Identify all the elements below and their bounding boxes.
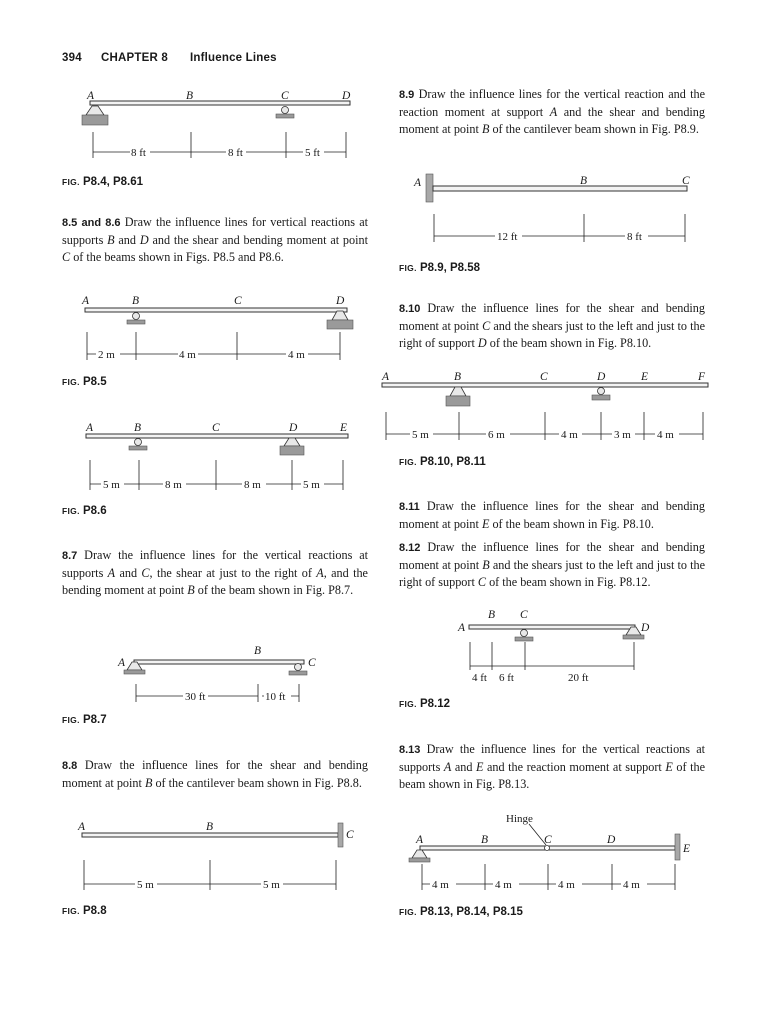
figure-caption: FIG. P8.6 <box>62 505 107 517</box>
figure-caption: FIG. P8.4, P8.61 <box>62 176 144 188</box>
dimension-label: 10 ft <box>265 691 286 703</box>
figure-caption: FIG. P8.10, P8.11 <box>399 456 486 468</box>
figure-caption: FIG. P8.12 <box>399 698 450 710</box>
dimension-label: 8 ft <box>131 147 146 159</box>
dimension-label: 5 m <box>137 879 154 891</box>
point-label: C <box>308 657 316 669</box>
point-label: A <box>458 622 466 634</box>
figure-caption: FIG. P8.5 <box>62 376 107 388</box>
dimension-label: 8 ft <box>627 231 642 243</box>
point-label: E <box>641 371 649 383</box>
point-label: A <box>382 371 390 383</box>
figure-caption: FIG. P8.7 <box>62 714 107 726</box>
point-label: C <box>520 609 528 621</box>
point-label: A <box>86 422 94 434</box>
problem-8-13: 8.13 Draw the influence lines for the vertical reactions at supports A and E and the reaction moment at support E of the beam shown in Fig. P8.13. <box>399 742 705 791</box>
point-label: C <box>544 834 552 846</box>
point-label: A <box>78 821 86 833</box>
pin-support <box>412 850 427 858</box>
point-label: A <box>118 657 126 669</box>
ground-hatch <box>409 858 430 862</box>
point-label: C <box>212 422 220 434</box>
point-label: D <box>607 834 616 846</box>
point-label: B <box>206 821 214 833</box>
point-label: C <box>234 295 242 307</box>
dimension-label: 4 m <box>288 349 305 361</box>
problem-8-7: 8.7 Draw the influence lines for the vertical reactions at supports A and C, the shear at just to the right of A, and the bending moment at point B of the beam shown in Fig. P8.7. <box>62 548 368 597</box>
point-label: D <box>597 371 606 383</box>
problem-8-5: 8.5 and 8.6 Draw the influence lines for vertical reactions at supports B and D and the shear and bending moment at point C of the beams shown in Figs. P8.5 and P8.6. <box>62 215 368 264</box>
point-label: D <box>641 622 650 634</box>
hinge-label: Hinge <box>506 813 533 825</box>
dimension-label: 5 m <box>412 429 429 441</box>
chapter-label: CHAPTER 8 <box>101 52 168 64</box>
point-label: D <box>336 295 345 307</box>
point-label: B <box>132 295 140 307</box>
dimension-label: 5 m <box>303 479 320 491</box>
point-label: C <box>540 371 548 383</box>
dimension-label: 4 m <box>558 879 575 891</box>
point-label: E <box>340 422 348 434</box>
problem-8-9: 8.9 Draw the influence lines for the vertical reaction and the reaction moment at support A and the shear and bending moment at point B of the cantilever beam shown in Fig. P8.9. <box>399 87 705 136</box>
dimension-label: 6 ft <box>499 672 514 684</box>
hinge-icon <box>545 846 550 851</box>
figure-caption: FIG. P8.8 <box>62 905 107 917</box>
dimension-label: 4 m <box>495 879 512 891</box>
dimension-label: 5 ft <box>305 147 320 159</box>
point-label: D <box>342 90 351 102</box>
point-label: B <box>481 834 489 846</box>
chapter-title: Influence Lines <box>190 52 277 64</box>
dimension-label: 8 m <box>165 479 182 491</box>
problem-8-10: 8.10 Draw the influence lines for the shear and bending moment at point C and the shears just to the left and just to the right of support D of the beam shown in Fig. P8.10. <box>399 301 705 350</box>
dimension-label: 12 ft <box>497 231 518 243</box>
dimension-label: 4 ft <box>472 672 487 684</box>
problem-8-12: 8.12 Draw the influence lines for the shear and bending moment at point B and the shears just to the left and just to the right of support C of the beam shown in Fig. P8.12. <box>399 540 705 589</box>
figure-caption: FIG. P8.9, P8.58 <box>399 262 481 274</box>
point-label: E <box>683 843 691 855</box>
figure-caption: FIG. P8.13, P8.14, P8.15 <box>399 906 523 918</box>
problem-8-8: 8.8 Draw the influence lines for the shear and bending moment at point B of the cantilever beam shown in Fig. P8.8. <box>62 758 368 790</box>
dimension-label: 5 m <box>103 479 120 491</box>
point-label: B <box>454 371 462 383</box>
dimension-label: 4 m <box>561 429 578 441</box>
dimension-label: 4 m <box>623 879 640 891</box>
dimension-label: 6 m <box>488 429 505 441</box>
dimension-label: 4 m <box>657 429 674 441</box>
point-label: C <box>281 90 289 102</box>
dimension-label: 20 ft <box>568 672 589 684</box>
page-number: 394 <box>62 52 82 64</box>
dimension-label: 8 ft <box>228 147 243 159</box>
dimension-label: 2 m <box>98 349 115 361</box>
point-label: B <box>580 175 588 187</box>
dimension-label: 3 m <box>614 429 631 441</box>
dimension-label: 4 m <box>432 879 449 891</box>
point-label: A <box>87 90 95 102</box>
dimension-label: 4 m <box>179 349 196 361</box>
dimension-label: 30 ft <box>185 691 206 703</box>
point-label: A <box>416 834 424 846</box>
point-label: D <box>289 422 298 434</box>
point-label: C <box>682 175 690 187</box>
point-label: C <box>346 829 354 841</box>
fixed-support-wall <box>675 834 680 860</box>
point-label: B <box>134 422 142 434</box>
point-label: F <box>698 371 706 383</box>
point-label: A <box>82 295 90 307</box>
point-label: B <box>186 90 194 102</box>
point-label: B <box>254 645 262 657</box>
dimension-label: 8 m <box>244 479 261 491</box>
point-label: A <box>414 177 422 189</box>
problem-8-11: 8.11 Draw the influence lines for the shear and bending moment at point E of the beam shown in Fig. P8.10. <box>399 499 705 531</box>
dimension-label: 5 m <box>263 879 280 891</box>
point-label: B <box>488 609 496 621</box>
